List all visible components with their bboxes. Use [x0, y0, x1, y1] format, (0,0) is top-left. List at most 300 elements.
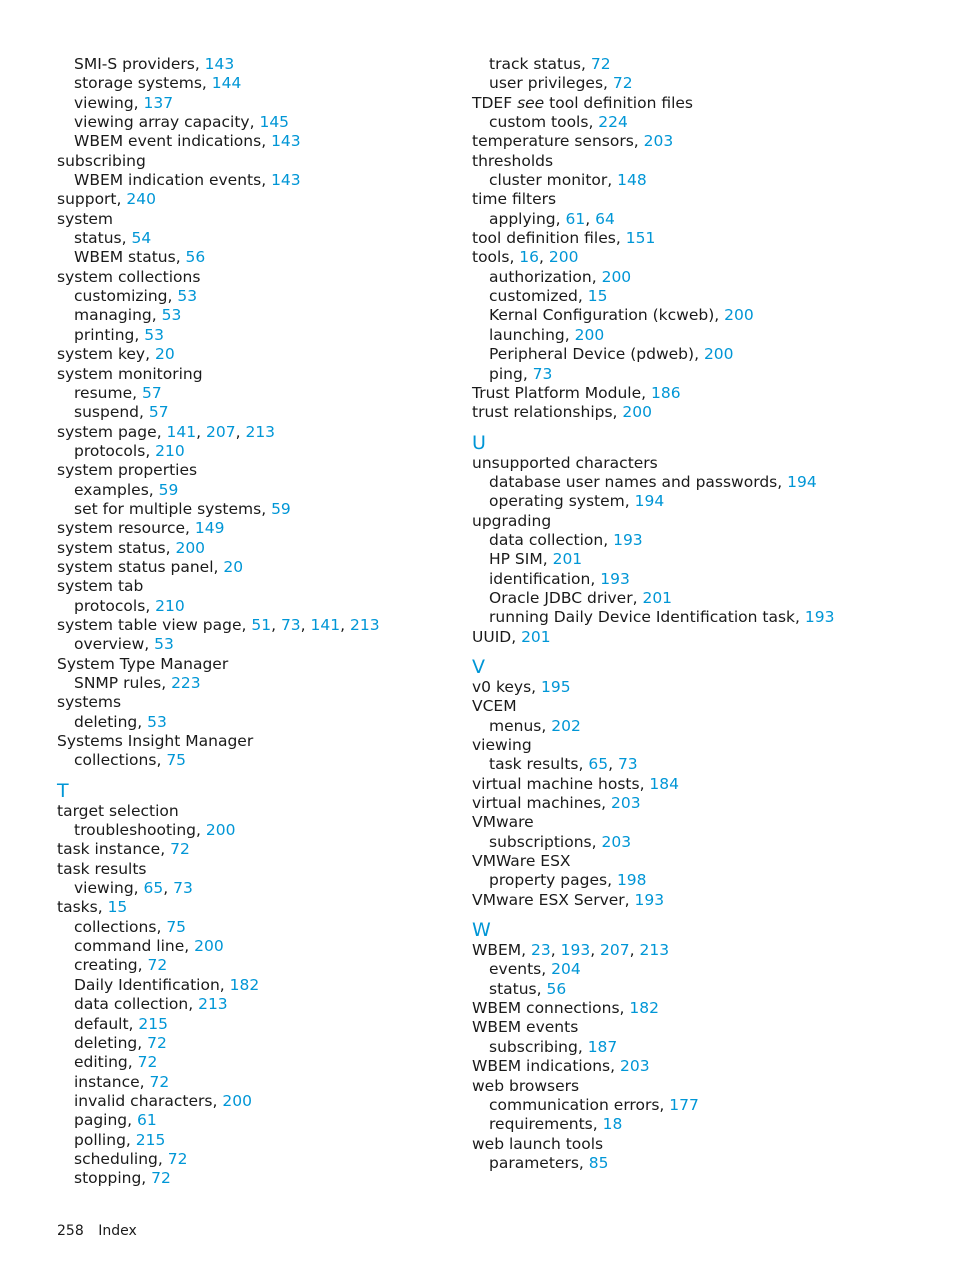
page-link[interactable]: 215 [135, 1130, 166, 1149]
page-link[interactable]: 85 [588, 1153, 609, 1172]
page-link[interactable]: 141 [310, 615, 341, 634]
index-subentry: identification, 193 [489, 569, 630, 588]
index-term: ping [489, 364, 523, 383]
page-link[interactable]: 23 [531, 941, 551, 960]
index-term: system page [57, 422, 157, 441]
page-link[interactable]: 61 [565, 209, 586, 228]
page-link[interactable]: 75 [166, 751, 187, 770]
index-term: VMWare ESX [472, 852, 571, 871]
page-link[interactable]: 223 [171, 674, 201, 692]
index-term: systems [57, 693, 122, 712]
page-link[interactable]: 182 [229, 975, 260, 994]
page-link[interactable]: 73 [280, 615, 301, 634]
page-link[interactable]: 193 [560, 941, 591, 960]
index-term: system properties [57, 461, 198, 480]
index-term: collections [74, 917, 157, 936]
page-link[interactable]: 72 [147, 956, 168, 975]
index-subentry: Kernal Configuration (kcweb), 200 [489, 306, 754, 325]
index-entry [57, 577, 457, 596]
index-term: trust relationships [472, 403, 613, 422]
index-term: WBEM event indications [74, 132, 262, 151]
index-subentry: WBEM status, 56 [74, 248, 206, 267]
index-entry [472, 454, 932, 473]
page-link[interactable]: 201 [521, 627, 551, 646]
index-term: overview [74, 635, 145, 654]
page-link[interactable]: 53 [144, 325, 164, 344]
page-link[interactable]: 53 [177, 287, 198, 306]
see-reference: see [517, 93, 545, 112]
index-term: v0 keys [472, 677, 532, 696]
index-term: printing [74, 325, 135, 344]
index-entry [57, 152, 457, 171]
index-subentry: ping, 73 [489, 364, 553, 383]
index-subentry: WBEM event indications, 143 [74, 132, 301, 151]
page-link[interactable]: 72 [137, 1053, 158, 1072]
index-term: SMI-S providers [74, 55, 195, 73]
index-term: status [74, 229, 122, 248]
index-entry [472, 190, 932, 209]
index-term: storage systems [74, 74, 202, 93]
page-link[interactable]: 56 [185, 248, 206, 267]
index-term: upgrading [472, 511, 552, 530]
index-subentry: creating, 72 [74, 956, 168, 975]
index-subentry: HP SIM, 201 [489, 550, 583, 569]
section-letter-heading: U [472, 431, 486, 454]
page-link[interactable]: 72 [170, 840, 190, 859]
page-link[interactable]: 200 [724, 306, 754, 325]
page-link[interactable]: 57 [148, 403, 169, 422]
index-subentry: printing, 53 [74, 325, 164, 344]
index-term: task instance [57, 840, 161, 859]
index-term: time filters [472, 190, 557, 209]
index-subentry: deleting, 72 [74, 1033, 167, 1052]
index-term: viewing array capacity [74, 113, 250, 132]
page-link[interactable]: 182 [629, 999, 659, 1018]
index-term: communication errors [489, 1095, 660, 1114]
index-subentry: task results, 65, 73 [489, 755, 638, 774]
index-term: tools [472, 248, 510, 267]
index-term: Peripheral Device (pdweb) [489, 345, 695, 364]
page-link[interactable]: 193 [804, 608, 835, 627]
page-link[interactable]: 20 [223, 557, 244, 576]
index-entry: virtual machine hosts, 184 [472, 774, 680, 793]
index-subentry: customized, 15 [489, 287, 608, 306]
page-link[interactable]: 215 [138, 1014, 168, 1033]
page-link[interactable]: 195 [541, 677, 571, 696]
index-subentry: SMI-S providers, 143 [74, 55, 235, 73]
page-link[interactable]: 198 [616, 871, 647, 890]
index-entry [57, 693, 457, 712]
index-term: UUID [472, 627, 512, 646]
index-entry: trust relationships, 200 [472, 403, 652, 422]
index-term: virtual machines [472, 794, 602, 813]
index-term: editing [74, 1053, 128, 1072]
page-link[interactable]: 143 [204, 55, 235, 73]
index-term: task results [489, 755, 579, 774]
index-subentry: subscriptions, 203 [489, 832, 632, 851]
page-link[interactable]: 203 [601, 832, 632, 851]
page-link[interactable]: 73 [532, 364, 553, 383]
page-link[interactable]: 143 [271, 132, 301, 151]
index-term: SNMP rules [74, 674, 162, 692]
page-link[interactable]: 148 [617, 171, 647, 190]
index-subentry: Daily Identification, 182 [74, 975, 260, 994]
index-subentry: viewing array capacity, 145 [74, 113, 290, 132]
index-subentry: scheduling, 72 [74, 1149, 188, 1168]
index-entry [57, 461, 457, 480]
index-subentry: status, 54 [74, 229, 152, 248]
index-entry [57, 268, 457, 287]
page-link[interactable]: 193 [600, 569, 630, 588]
page-link[interactable]: 213 [245, 422, 276, 441]
index-entry: tools, 16, 200 [472, 248, 579, 267]
page-link[interactable]: 203 [643, 132, 674, 151]
page-link[interactable]: 145 [259, 113, 290, 132]
page-number: 258 [57, 1223, 84, 1239]
page-link[interactable]: 64 [595, 209, 615, 228]
page-link[interactable]: 203 [619, 1057, 650, 1076]
index-subentry: customizing, 53 [74, 287, 198, 306]
index-entry [472, 94, 932, 113]
index-subentry: status, 56 [489, 979, 567, 998]
page-link[interactable]: 213 [639, 941, 670, 960]
index-subentry: instance, 72 [74, 1072, 170, 1091]
page-link[interactable]: 18 [602, 1115, 623, 1134]
page-link[interactable]: 54 [131, 229, 152, 248]
page-link[interactable]: 53 [147, 712, 167, 731]
page-link[interactable]: 200 [601, 267, 632, 286]
footer-section-title: Index [98, 1223, 137, 1239]
index-entry [472, 1135, 932, 1154]
index-term: system key [57, 345, 146, 364]
index-term: temperature sensors [472, 132, 634, 151]
section-letter-heading: T [57, 779, 69, 802]
page-link[interactable]: 72 [147, 1033, 167, 1052]
index-entry: virtual machines, 203 [472, 794, 641, 813]
page-link[interactable]: 53 [161, 306, 182, 325]
index-subentry: events, 204 [489, 960, 581, 979]
index-term: subscribing [489, 1037, 578, 1056]
see-target: tool definition files [549, 93, 694, 112]
index-term: thresholds [472, 151, 554, 170]
page-link[interactable]: 72 [151, 1169, 171, 1188]
index-entry [472, 697, 932, 716]
page-link[interactable]: 207 [600, 941, 630, 960]
index-entry: VMware ESX Server, 193 [472, 890, 665, 909]
index-term: deleting [74, 1033, 138, 1052]
index-entry: tool definition files, 151 [472, 229, 656, 248]
index-entry [57, 732, 457, 751]
index-subentry: suspend, 57 [74, 403, 169, 422]
index-term: creating [74, 956, 138, 975]
page-link[interactable]: 210 [155, 441, 185, 460]
index-entry [472, 152, 932, 171]
index-term: tool definition files [472, 229, 616, 248]
index-subentry: overview, 53 [74, 635, 174, 654]
index-subentry: data collection, 193 [489, 530, 643, 549]
index-entry: support, 240 [57, 190, 156, 209]
index-term: WBEM indication events [74, 171, 262, 190]
page-link[interactable]: 193 [613, 530, 643, 549]
page-link[interactable]: 224 [598, 113, 628, 132]
index-term: polling [74, 1130, 126, 1149]
index-term: protocols [74, 441, 146, 460]
index-subentry: managing, 53 [74, 306, 182, 325]
index-term: system tab [57, 577, 144, 596]
index-subentry: Oracle JDBC driver, 201 [489, 588, 673, 607]
page-link[interactable]: 61 [137, 1111, 157, 1130]
page-link[interactable]: 141 [166, 422, 197, 441]
index-term: default [74, 1014, 129, 1033]
index-subentry: set for multiple systems, 59 [74, 499, 291, 518]
index-subentry: storage systems, 144 [74, 74, 242, 93]
index-subentry: default, 215 [74, 1014, 168, 1033]
page-link[interactable]: 200 [548, 248, 579, 267]
index-term: system monitoring [57, 364, 203, 383]
page-link[interactable]: 59 [271, 499, 291, 518]
index-term: track status [489, 55, 582, 73]
page-link[interactable]: 143 [271, 171, 301, 190]
index-column-left [57, 55, 457, 1189]
index-subentry: custom tools, 224 [489, 113, 628, 132]
page-link[interactable]: 200 [175, 538, 206, 557]
page-link[interactable]: 72 [167, 1149, 188, 1168]
index-term: paging [74, 1111, 128, 1130]
index-subentry: troubleshooting, 200 [74, 821, 236, 840]
index-term: WBEM indications [472, 1057, 611, 1076]
index-entry [472, 1077, 932, 1096]
page-link[interactable]: 65 [588, 755, 609, 774]
page-link[interactable]: 59 [158, 480, 179, 499]
index-subentry: protocols, 210 [74, 441, 185, 460]
page-link[interactable]: 213 [349, 615, 380, 634]
index-subentry: examples, 59 [74, 480, 179, 499]
index-entry [57, 860, 457, 879]
index-term: viewing [472, 736, 532, 754]
index-term: virtual machine hosts [472, 774, 640, 793]
page-link[interactable]: 51 [251, 615, 272, 634]
index-entry [472, 813, 932, 832]
page-link[interactable]: 240 [126, 190, 156, 209]
section-letter-heading: V [472, 655, 485, 678]
page-link[interactable]: 151 [625, 229, 656, 248]
index-subentry: authorization, 200 [489, 267, 632, 286]
index-term: system status panel [57, 557, 214, 576]
page-link[interactable]: 213 [198, 995, 228, 1014]
index-term: command line [74, 937, 185, 956]
index-subentry: SNMP rules, 223 [74, 674, 201, 692]
index-entry: system key, 20 [57, 345, 175, 364]
index-entry [57, 210, 457, 229]
page-link[interactable]: 73 [173, 879, 193, 898]
index-term: cluster monitor [489, 171, 608, 190]
index-term: TDEF [472, 93, 513, 112]
index-term: Kernal Configuration (kcweb) [489, 306, 715, 325]
index-subentry: subscribing, 187 [489, 1037, 618, 1056]
index-subentry: running Daily Device Identification task, 193 [489, 608, 835, 627]
index-subentry: menus, 202 [489, 716, 581, 735]
page-link[interactable]: 207 [206, 422, 236, 441]
index-term: menus [489, 716, 542, 735]
index-entry: tasks, 15 [57, 898, 128, 917]
index-entry: system status panel, 20 [57, 557, 244, 576]
index-term: protocols [74, 596, 146, 615]
index-subentry: stopping, 72 [74, 1169, 171, 1188]
page-link[interactable]: 57 [141, 383, 162, 402]
page-link[interactable]: 200 [622, 403, 652, 422]
index-subentry: database user names and passwords, 194 [489, 472, 817, 491]
page-link[interactable]: 73 [617, 755, 638, 774]
index-entry: system page, 141, 207, 213 [57, 422, 276, 441]
index-term: Systems Insight Manager [57, 732, 254, 751]
index-term: stopping [74, 1169, 142, 1188]
index-subentry: viewing, 65, 73 [74, 879, 193, 898]
index-term: examples [74, 480, 149, 499]
index-entry [472, 1018, 932, 1037]
page-link[interactable]: 204 [551, 960, 581, 979]
index-entry: Trust Platform Module, 186 [472, 383, 681, 402]
index-term: web browsers [472, 1076, 580, 1095]
index-term: instance [74, 1072, 140, 1091]
page-link[interactable]: 15 [107, 898, 128, 917]
index-term: custom tools [489, 113, 589, 132]
index-entry: task instance, 72 [57, 840, 190, 859]
page-link[interactable]: 200 [574, 325, 605, 344]
index-subentry: requirements, 18 [489, 1115, 623, 1134]
index-term: resume [74, 383, 133, 402]
index-term: running Daily Device Identification task [489, 608, 796, 627]
index-entry: WBEM indications, 203 [472, 1057, 650, 1076]
index-entry [472, 852, 932, 871]
page-link[interactable]: 194 [634, 492, 665, 511]
page-link[interactable]: 201 [642, 588, 673, 607]
index-subentry: protocols, 210 [74, 596, 185, 615]
index-term: scheduling [74, 1149, 158, 1168]
index-subentry: parameters, 85 [489, 1153, 609, 1172]
page-link[interactable]: 194 [787, 472, 817, 491]
index-term: managing [74, 306, 152, 325]
index-subentry: user privileges, 72 [489, 74, 633, 93]
index-entry [57, 802, 457, 821]
index-term: Trust Platform Module [472, 383, 642, 402]
page-link[interactable]: 137 [143, 93, 174, 112]
index-term: requirements [489, 1115, 593, 1134]
index-term: status [489, 979, 537, 998]
page-link[interactable]: 184 [649, 774, 680, 793]
index-subentry: data collection, 213 [74, 995, 228, 1014]
index-subentry: polling, 215 [74, 1130, 166, 1149]
page-link[interactable]: 75 [166, 917, 187, 936]
page-link[interactable]: 210 [155, 596, 185, 615]
index-subentry: WBEM indication events, 143 [74, 171, 301, 190]
index-term: troubleshooting [74, 821, 197, 840]
index-entry [57, 655, 457, 674]
page-link[interactable]: 149 [194, 519, 225, 538]
index-term: WBEM connections [472, 999, 620, 1018]
page-link[interactable]: 20 [154, 345, 175, 364]
page-link[interactable]: 144 [211, 74, 242, 93]
index-term: operating system [489, 492, 625, 511]
index-term: system status [57, 538, 166, 557]
section-letter-heading: W [472, 919, 491, 942]
index-term: collections [74, 751, 157, 770]
page-link[interactable]: 203 [611, 794, 641, 813]
index-subentry: editing, 72 [74, 1053, 158, 1072]
index-term: WBEM events [472, 1018, 579, 1037]
index-subentry: resume, 57 [74, 383, 162, 402]
index-term: identification [489, 569, 591, 588]
page-link[interactable]: 186 [650, 383, 681, 402]
page-link[interactable]: 202 [551, 716, 581, 735]
index-subentry: communication errors, 177 [489, 1095, 699, 1114]
index-term: support [57, 190, 117, 209]
index-subentry: operating system, 194 [489, 492, 665, 511]
index-term: deleting [74, 712, 138, 731]
index-term: data collection [489, 530, 604, 549]
index-term: WBEM status [74, 248, 176, 267]
index-subentry: Peripheral Device (pdweb), 200 [489, 345, 734, 364]
index-subentry: command line, 200 [74, 937, 224, 956]
index-column-right [472, 55, 932, 1173]
page-link[interactable]: 53 [154, 635, 174, 654]
index-subentry: cluster monitor, 148 [489, 171, 647, 190]
page-link[interactable]: 193 [634, 890, 665, 909]
index-subentry: launching, 200 [489, 325, 605, 344]
index-term: property pages [489, 871, 608, 890]
index-term: invalid characters [74, 1091, 213, 1110]
index-entry: temperature sensors, 203 [472, 132, 674, 151]
index-entry [472, 736, 932, 755]
index-entry [57, 365, 457, 384]
index-term: subscriptions [489, 832, 592, 851]
page-link[interactable]: 200 [205, 821, 236, 840]
index-subentry: track status, 72 [489, 55, 611, 73]
page-link[interactable]: 177 [669, 1095, 699, 1114]
page-link[interactable]: 72 [590, 55, 611, 73]
index-subentry: property pages, 198 [489, 871, 647, 890]
page-link[interactable]: 56 [546, 979, 567, 998]
index-entry: WBEM connections, 182 [472, 999, 659, 1018]
index-term: applying [489, 209, 556, 228]
index-entry: v0 keys, 195 [472, 677, 571, 696]
page-link[interactable]: 15 [587, 287, 608, 306]
index-term: target selection [57, 801, 179, 820]
index-subentry: collections, 75 [74, 917, 187, 936]
index-entry: system resource, 149 [57, 519, 225, 538]
index-subentry: applying, 61, 64 [489, 209, 615, 228]
index-term: System Type Manager [57, 654, 229, 673]
index-term: authorization [489, 267, 592, 286]
index-term: unsupported characters [472, 453, 658, 472]
page-link[interactable]: 72 [149, 1072, 170, 1091]
page-link[interactable]: 201 [552, 550, 583, 569]
index-term: system resource [57, 519, 186, 538]
index-entry: UUID, 201 [472, 627, 551, 646]
page-link[interactable]: 200 [194, 937, 224, 956]
page-link[interactable]: 200 [703, 345, 734, 364]
page-link[interactable]: 16 [519, 248, 540, 267]
index-subentry: deleting, 53 [74, 712, 167, 731]
page-link[interactable]: 200 [222, 1091, 252, 1110]
index-entry: system status, 200 [57, 538, 206, 557]
page-link[interactable]: 65 [143, 879, 164, 898]
index-term: viewing [74, 879, 134, 898]
page-link[interactable]: 72 [612, 74, 633, 93]
page-link[interactable]: 187 [587, 1037, 618, 1056]
index-term: subscribing [57, 151, 146, 170]
index-term: web launch tools [472, 1134, 604, 1153]
index-term: system [57, 209, 114, 228]
